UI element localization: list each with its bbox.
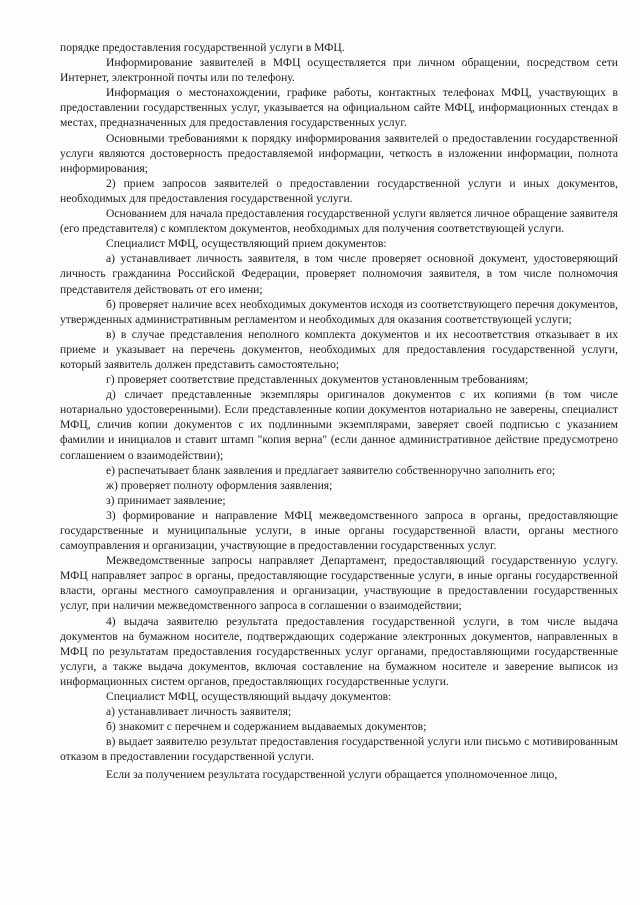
- paragraph: порядке предоставления государственной услуги в МФЦ.: [60, 41, 345, 54]
- paragraph: Специалист МФЦ, осуществляющий выдачу документов:: [106, 690, 392, 704]
- document-body: [60, 40, 618, 782]
- paragraph: б) знакомит с перечнем и содержанием выдаваемых документов;: [106, 720, 427, 734]
- paragraph: Информация о местонахождении, графике работы, контактных телефонах МФЦ, участвующих в предоставлении государственных услуг, указывается на официальном сайте МФЦ, информационных стендах в местах, предназначенных для предоставления государственных услуг.: [60, 86, 618, 130]
- paragraph: а) устанавливает личность заявителя, в том числе проверяет основной документ, удостоверяющий личность гражданина Российской Федерации, проверяет полномочия заявителя, в том числе полномочия представителя действовать от его имени;: [60, 252, 618, 296]
- paragraph: а) устанавливает личность заявителя;: [106, 705, 292, 719]
- paragraph: 4) выдача заявителю результата предоставления государственной услуги, в том числе выдача документов на бумажном носителе, подтверждающих содержание электронных документов, направленных в МФЦ по результатам предоставления государственных услуг органами, предоставляющими государственные услуги, а также выдача документов, включая составление на бумажном носителе и заверение выписок из информационных систем органов, предоставляющих государственные услуги.: [60, 614, 618, 688]
- paragraph: Основными требованиями к порядку информирования заявителей о предоставлении государственной услуги являются достоверность предоставляемой информации, четкость в изложении информации, полнота информирования;: [60, 131, 618, 175]
- paragraph: Если за получением результата государственной услуги обращается уполномоченное лицо,: [106, 767, 558, 781]
- paragraph: е) распечатывает бланк заявления и предлагает заявителю собственноручно заполнить его;: [106, 463, 556, 477]
- paragraph: Основанием для начала предоставления государственной услуги является личное обращение заявителя (его представителя) с комплектом документов, необходимых для получения соответствующей услуги.: [60, 207, 618, 236]
- paragraph: б) проверяет наличие всех необходимых документов исходя из соответствующего перечня документов, утвержденных административным регламентом и необходимых для оказания соответствующей услуги;: [60, 297, 618, 326]
- paragraph: з) принимает заявление;: [106, 493, 226, 507]
- paragraph: Межведомственные запросы направляет Департамент, предоставляющий государственную услугу. МФЦ направляет запрос в органы, предоставляющие государственные услуги, в иные органы государственной власти, органы местного самоуправления и организации, участвующие в предоставлении государственных услуг, при наличии межведомственного запроса в соглашении о взаимодействии;: [60, 554, 618, 613]
- paragraph: Специалист МФЦ, осуществляющий прием документов:: [106, 237, 387, 251]
- paragraph: 2) прием запросов заявителей о предоставлении государственной услуги и иных документов, необходимых для предоставления государственной услуги.: [60, 176, 618, 205]
- paragraph: Информирование заявителей в МФЦ осуществляется при личном обращении, посредством сети Интернет, электронной почты или по телефону.: [60, 56, 618, 85]
- paragraph: д) сличает представленные экземпляры оригиналов документов с их копиями (в том числе нотариально удостоверенными). Если представленные копии документов нотариально не заверены, специалист МФЦ, сличив копии документов с их подлинными экземплярами, заверяет своей подписью с указанием фамилии и инициалов и ставит штамп "копия верна" (если данное административное действие предусмотрено соглашением о взаимодействии);: [60, 388, 618, 462]
- paragraph: ж) проверяет полноту оформления заявления;: [106, 478, 333, 492]
- paragraph: в) выдает заявителю результат предоставления государственной услуги или письмо с мотивированным отказом в предоставлении государственной услуги.: [60, 735, 618, 764]
- paragraph: в) в случае представления неполного комплекта документов и их несоответствия отказывает в их приеме и указывает на перечень документов, необходимых для предоставления государственной услуги, который заявитель должен представить самостоятельно;: [60, 327, 618, 371]
- paragraph: 3) формирование и направление МФЦ межведомственного запроса в органы, предоставляющие государственные и муниципальные услуги, в иные органы государственной власти, органы местного самоуправления и организации, участвующие в предоставлении государственных услуг.: [60, 508, 618, 553]
- paragraph: г) проверяет соответствие представленных документов установленным требованиям;: [106, 373, 529, 387]
